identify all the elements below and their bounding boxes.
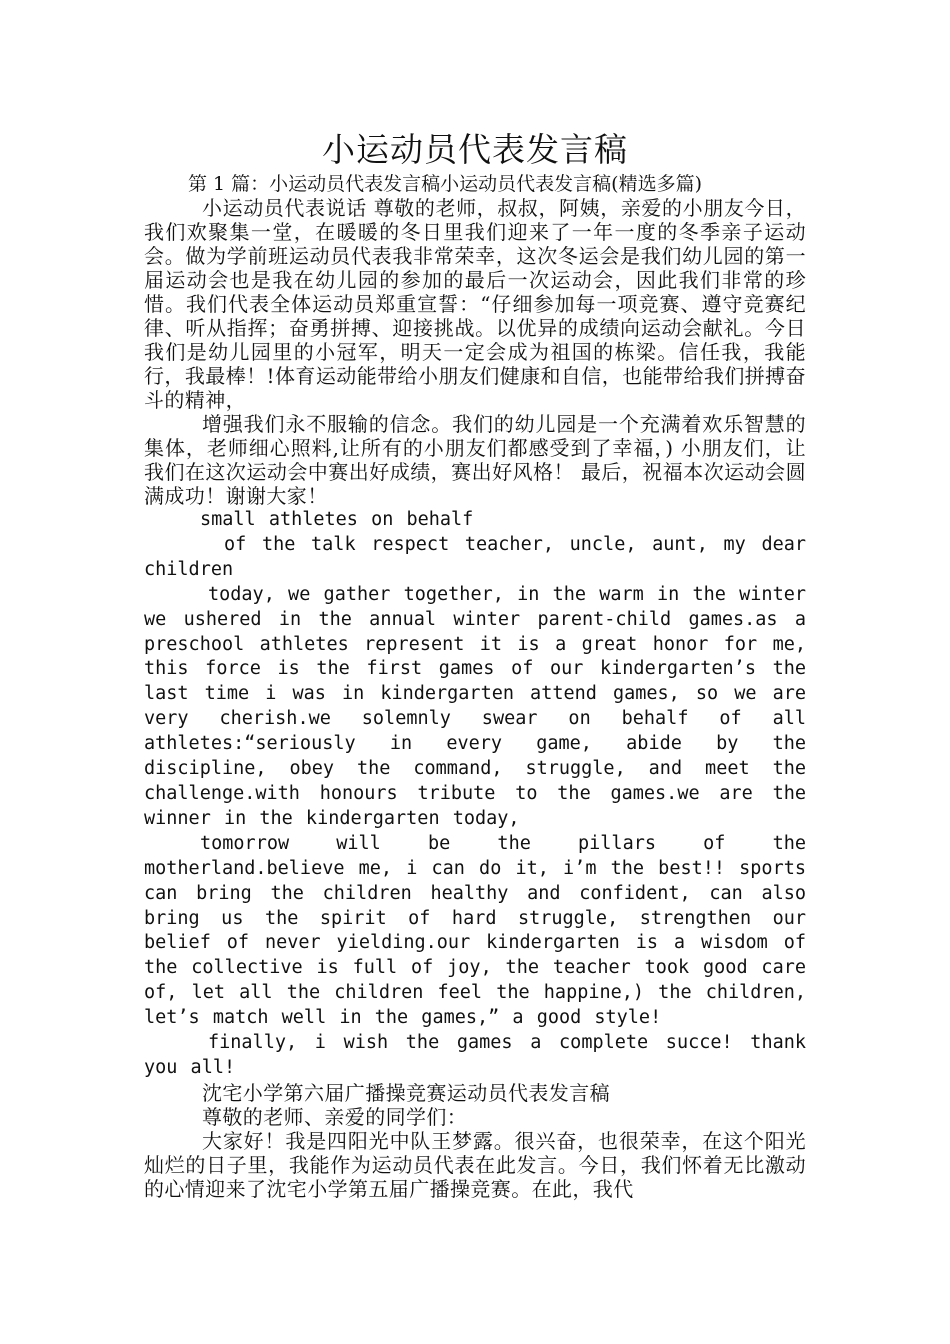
cn-paragraph-1: 小运动员代表说话 尊敬的老师，叔叔，阿姨，亲爱的小朋友今日，我们欢聚集一堂，在暖暖的冬日里我们迎来了一年一度的冬季亲子运动会。做为学前班运动员代表我非常荣幸，这次冬运会是我们幼儿园的第一届运动会也是我在幼儿园的参加的最后一次运动会，因此我们非常的珍惜。我们代表全体运动员郑重宣誓：“仔细参加每一项竞赛、遵守竞赛纪律、听从指挥；奋勇拼搏、迎接挑战。以优异的成绩向运动会献礼。今日我们是幼儿园里的小冠军，明天一定会成为祖国的栋梁。信任我，我能行，我最棒！!体育运动能带给小朋友们健康和自信，也能带给我们拼搏奋斗的精神， [144, 196, 806, 412]
document-page [144, 128, 806, 1201]
en-paragraph-4: tomorrow will be the pillars of the motherland.believe me, i can do it, i’m the best!! sports can bring the children healthy and confident, can also bring us the spirit of hard struggle, strengthen our belief of never yielding.our kindergarten is a wisdom of the collective is full of joy, the teacher took good care of, let all the children feel the happine,) the children, let’s match well in the games,” a good style! [144, 832, 806, 1029]
en-paragraph-3: today, we gather together, in the warm in the winter we ushered in the annual winter parent-child games.as a preschool athletes represent it is a great honor for me, this force is the first games of our kindergarten’s the last time i was in kindergarten attend games, so we are very cherish.we solemnly swear on behalf of all athletes:“seriously in every game, abide by the discipline, obey the command, struggle, and meet the challenge.with honours tribute to the games.we are the winner in the kindergarten today, [144, 583, 806, 829]
document-subtitle: 第 1 篇：小运动员代表发言稿小运动员代表发言稿(精选多篇) [188, 173, 702, 195]
en-paragraph-1: small athletes on behalf [200, 509, 474, 530]
section-body: 大家好！我是四阳光中队王梦露。很兴奋，也很荣幸，在这个阳光灿烂的日子里，我能作为运动员代表在此发言。今日，我们怀着无比激动的心情迎来了沈宅小学第五届广播操竞赛。在此，我代 [144, 1128, 806, 1201]
en-paragraph-5: finally, i wish the games a complete succe! thank you all! [144, 1032, 806, 1078]
en-paragraph-2: of the talk respect teacher, uncle, aunt, my dear children [144, 533, 806, 580]
section-greeting: 尊敬的老师、亲爱的同学们： [202, 1104, 468, 1129]
section-heading: 沈宅小学第六届广播操竞赛运动员代表发言稿 [202, 1080, 610, 1105]
document-title: 小运动员代表发言稿 [322, 130, 628, 169]
cn-paragraph-2: 增强我们永不服输的信念。我们的幼儿园是一个充满着欢乐智慧的集体，老师细心照料,让所有的小朋友们都感受到了幸福，) 小朋友们，让我们在这次运动会中赛出好成绩，赛出好风格！ 最后，祝福本次运动会圆满成功！谢谢大家！ [144, 412, 806, 508]
